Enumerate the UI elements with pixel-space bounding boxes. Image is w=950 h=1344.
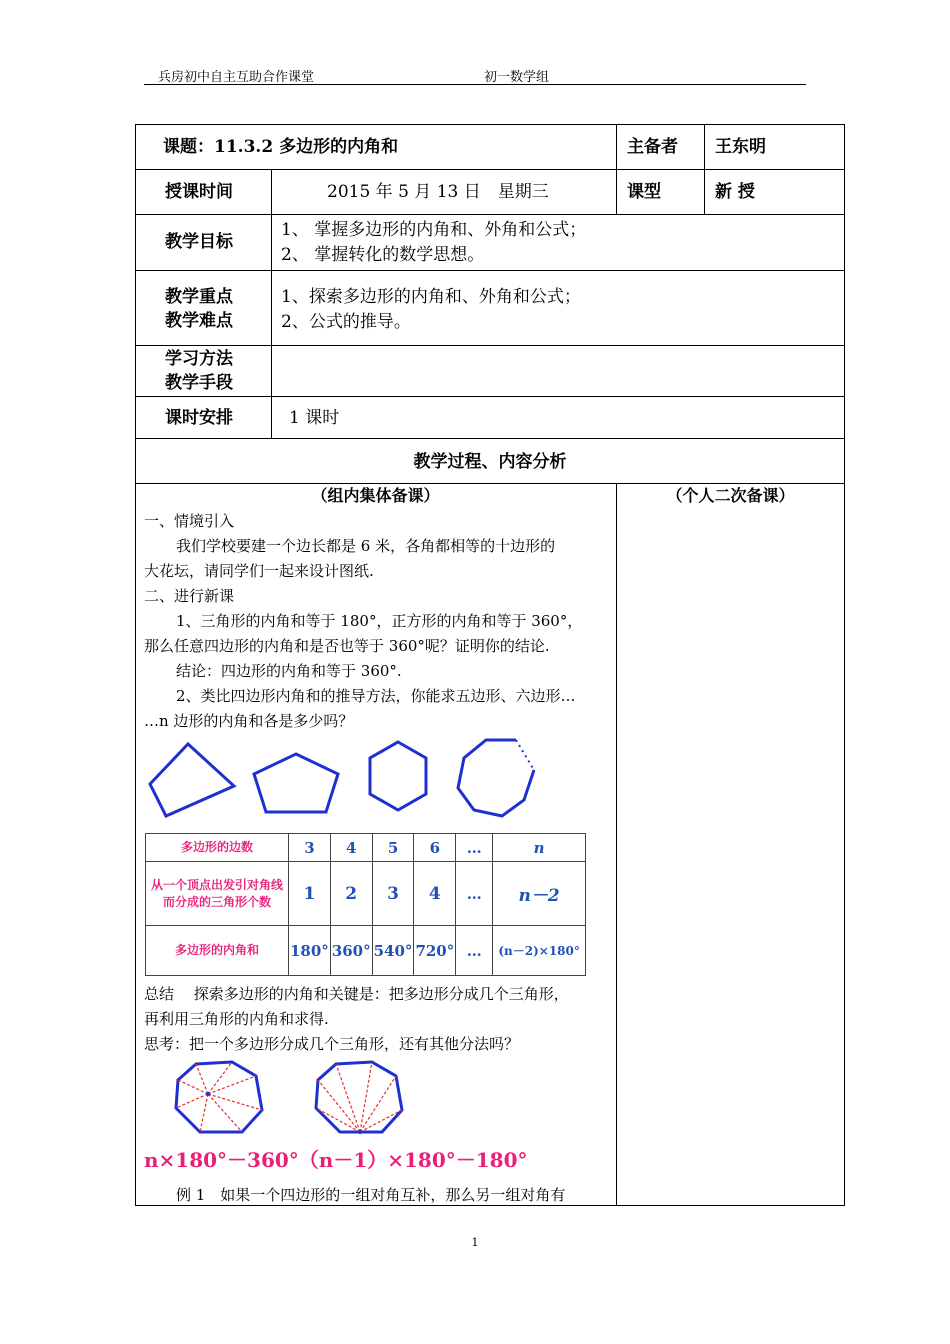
table-cell: 4: [330, 834, 372, 862]
table-cell: 4: [414, 862, 456, 926]
table-cell: …: [456, 862, 493, 926]
table-row: [146, 834, 586, 862]
method-label-1: 学习方法: [165, 349, 233, 369]
period-label: 课时安排: [165, 408, 233, 428]
section-1-para-b: 大花坛，请同学们一起来设计图纸.: [144, 562, 374, 580]
question-2-a: 2、类比四边形内角和的推导方法，你能求五边形、六边形…: [176, 687, 576, 705]
example-1: 例 1 如果一个四边形的一组对角互补，那么另一组对角有: [176, 1186, 566, 1204]
table-cell: 180°: [289, 926, 331, 976]
goal-1: 1、 掌握多边形的内角和、外角和公式；: [281, 220, 587, 240]
row-label: 多边形的内角和: [146, 926, 289, 976]
time-label: 授课时间: [165, 182, 233, 202]
table-cell: (n－2)×180°: [493, 926, 586, 976]
think-question: 思考：把一个多边形分成几个三角形，还有其他分法吗？: [144, 1035, 520, 1053]
key-label-1: 教学重点: [165, 287, 233, 307]
period: 1 课时: [289, 408, 340, 428]
interior-point-division: [176, 1062, 262, 1132]
table-cell: 2: [330, 862, 372, 926]
type-label: 课型: [627, 182, 661, 202]
table-cell: 3: [289, 834, 331, 862]
row-label: 多边形的边数: [146, 834, 289, 862]
table-cell: 3: [372, 862, 414, 926]
table-row: [146, 862, 586, 926]
summary-b: 再利用三角形的内角和求得.: [144, 1010, 329, 1028]
division-figure: [170, 1058, 410, 1138]
preparer-name: 王东明: [715, 137, 766, 157]
section-1-para-a: 我们学校要建一个边长都是 6 米，各角都相等的十边形的: [176, 537, 556, 555]
table-cell: 540°: [372, 926, 414, 976]
school-name: 兵房初中自主互助合作课堂: [158, 70, 315, 85]
question-1-b: 那么任意四边形的内角和是否也等于 360°呢？证明你的结论.: [144, 637, 550, 655]
process-title: 教学过程、内容分析: [413, 452, 567, 472]
octagon-gap: [516, 740, 534, 770]
table-cell: 720°: [414, 926, 456, 976]
group-name: 初一数学组: [484, 70, 550, 85]
row-label: 从一个顶点出发引对角线而分成的三角形个数: [146, 862, 289, 926]
table-cell: …: [456, 926, 493, 976]
table-cell: 360°: [330, 926, 372, 976]
polygon-table: [145, 833, 586, 976]
personal-title: （个人二次备课）: [666, 486, 795, 505]
quadrilateral-shape: [150, 744, 234, 816]
goal-2: 2、 掌握转化的数学思想。: [281, 245, 485, 265]
table-row: [146, 926, 586, 976]
question-2-b: …n 边形的内角和各是多少吗？: [144, 712, 354, 730]
question-1-a: 1、三角形的内角和等于 180°，正方形的内角和等于 360°，: [176, 612, 583, 630]
page-header: [144, 64, 806, 85]
table-cell: …: [456, 834, 493, 862]
table-cell: n: [493, 834, 586, 862]
table-cell: n－2: [493, 862, 586, 926]
group-title: （组内集体备课）: [311, 486, 440, 505]
key-label-2: 教学难点: [165, 311, 233, 331]
polygons-figure: [144, 736, 544, 820]
pentagon-shape: [254, 754, 338, 812]
preparer-label: 主备者: [627, 137, 678, 157]
key-2: 2、公式的推导。: [281, 312, 411, 332]
edge-point-division: [316, 1062, 402, 1134]
topic: 课题：11.3.2 多边形的内角和: [163, 137, 399, 157]
lesson-time: 2015 年 5 月 13 日 星期三: [327, 182, 549, 202]
table-cell: 1: [289, 862, 331, 926]
method-label-2: 教学手段: [165, 373, 233, 393]
key-1: 1、探索多边形的内角和、外角和公式；: [281, 287, 581, 307]
table-cell: 6: [414, 834, 456, 862]
section-2-title: 二、进行新课: [144, 587, 235, 605]
conclusion: 结论：四边形的内角和等于 360°.: [176, 662, 402, 680]
table-cell: 5: [372, 834, 414, 862]
formula: n×180°－360°（n－1）×180°－180°: [144, 1148, 528, 1172]
goal-label: 教学目标: [165, 232, 233, 252]
hexagon-shape: [370, 742, 426, 810]
summary-a: 总结 探索多边形的内角和关键是：把多边形分成几个三角形，: [144, 985, 569, 1003]
page-number: 1: [471, 1236, 479, 1249]
lesson-type: 新 授: [715, 182, 755, 202]
section-1-title: 一、情境引入: [144, 512, 235, 530]
